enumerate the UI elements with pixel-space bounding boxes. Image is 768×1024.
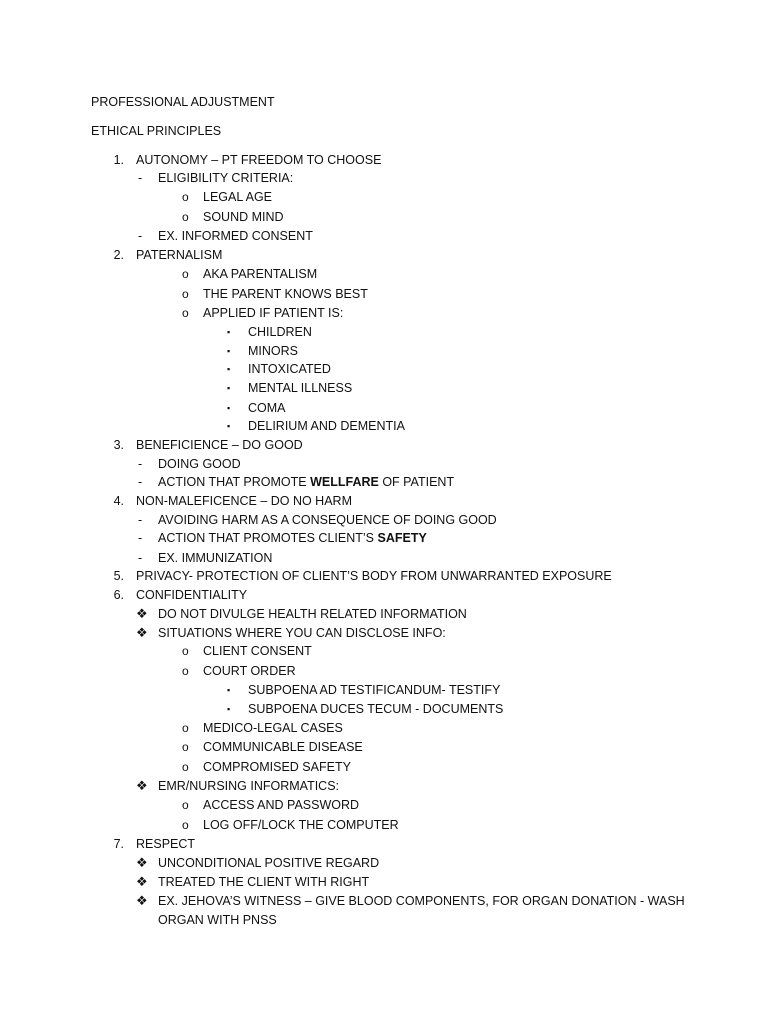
list-item-text: EX. INFORMED CONSENT <box>158 229 313 243</box>
square-bullet: ▪ <box>227 704 231 714</box>
list-item-text: AUTONOMY – PT FREEDOM TO CHOOSE <box>136 153 382 167</box>
list-item-continuation <box>0 910 768 930</box>
circle-bullet: o <box>182 287 189 301</box>
list-item-text: ACTION THAT PROMOTE WELLFARE OF PATIENT <box>158 475 455 489</box>
list-item-text: RESPECT <box>136 837 196 851</box>
list-item-text: ACTION THAT PROMOTES CLIENT’S SAFETY <box>158 531 427 545</box>
diamond-bullet-icon: ❖ <box>136 625 148 640</box>
doc-title: PROFESSIONAL ADJUSTMENT <box>91 95 275 109</box>
list-item-text: COURT ORDER <box>203 664 296 678</box>
list-item <box>0 472 768 492</box>
list-item <box>0 737 768 757</box>
list-item <box>0 641 768 661</box>
doc-section-heading: ETHICAL PRINCIPLES <box>91 124 222 138</box>
list-item-text: CONFIDENTIALITY <box>136 588 248 602</box>
bold-emphasis: SAFETY <box>377 531 427 545</box>
list-item <box>0 661 768 681</box>
dash-bullet: - <box>138 457 143 471</box>
list-item-text: EX. JEHOVA’S WITNESS – GIVE BLOOD COMPONENTS, FOR ORGAN DONATION - WASH <box>158 894 685 908</box>
list-item-text: COMMUNICABLE DISEASE <box>203 740 363 754</box>
list-item-text: ORGAN WITH PNSS <box>158 913 277 927</box>
list-item-text: AKA PARENTALISM <box>203 267 318 281</box>
list-item-text: DOING GOOD <box>158 457 241 471</box>
square-bullet: ▪ <box>227 327 231 337</box>
diamond-bullet-icon: ❖ <box>136 855 148 870</box>
list-item-text: PATERNALISM <box>136 248 223 262</box>
list-item <box>0 207 768 227</box>
list-item <box>0 795 768 815</box>
list-item-text: ACCESS AND PASSWORD <box>203 798 360 812</box>
circle-bullet: o <box>182 190 189 204</box>
list-item-text: UNCONDITIONAL POSITIVE REGARD <box>158 856 380 870</box>
list-number: 3. <box>113 438 124 452</box>
list-item <box>0 187 768 207</box>
diamond-bullet-icon: ❖ <box>136 778 148 793</box>
bold-emphasis: WELLFARE <box>310 475 379 489</box>
circle-bullet: o <box>182 306 189 320</box>
list-item <box>0 435 768 455</box>
list-item-text: COMA <box>248 401 286 415</box>
circle-bullet: o <box>182 210 189 224</box>
dash-bullet: - <box>138 513 143 527</box>
list-item-text: PRIVACY- PROTECTION OF CLIENT’S BODY FROM UNWARRANTED EXPOSURE <box>136 569 612 583</box>
list-number: 2. <box>113 248 124 262</box>
list-item-text: SUBPOENA AD TESTIFICANDUM- TESTIFY <box>248 683 501 697</box>
diamond-bullet-icon: ❖ <box>136 606 148 621</box>
list-item <box>0 303 768 323</box>
list-item <box>0 853 768 873</box>
list-item <box>0 815 768 835</box>
list-number: 4. <box>113 494 124 508</box>
list-item-text: NON-MALEFICENCE – DO NO HARM <box>136 494 352 508</box>
list-number: 5. <box>113 569 124 583</box>
square-bullet: ▪ <box>227 685 231 695</box>
list-item <box>0 226 768 246</box>
list-item-text: DELIRIUM AND DEMENTIA <box>248 419 405 433</box>
list-item-text: APPLIED IF PATIENT IS: <box>203 306 344 320</box>
square-bullet: ▪ <box>227 346 231 356</box>
circle-bullet: o <box>182 798 189 812</box>
square-bullet: ▪ <box>227 383 231 393</box>
diamond-bullet-icon: ❖ <box>136 893 148 908</box>
list-item <box>0 454 768 474</box>
list-item-text: COMPROMISED SAFETY <box>203 760 351 774</box>
list-item <box>0 548 768 568</box>
list-item <box>0 264 768 284</box>
circle-bullet: o <box>182 740 189 754</box>
list-item <box>0 680 768 700</box>
list-number: 7. <box>113 837 124 851</box>
list-item-text: LOG OFF/LOCK THE COMPUTER <box>203 818 399 832</box>
list-item <box>0 891 768 911</box>
square-bullet: ▪ <box>227 364 231 374</box>
list-number: 6. <box>113 588 124 602</box>
list-item-text: TREATED THE CLIENT WITH RIGHT <box>158 875 370 889</box>
circle-bullet: o <box>182 760 189 774</box>
list-number: 1. <box>113 153 124 167</box>
list-item <box>0 150 768 170</box>
list-item <box>0 604 768 624</box>
list-item-text: DO NOT DIVULGE HEALTH RELATED INFORMATION <box>158 607 467 621</box>
list-item-text: SITUATIONS WHERE YOU CAN DISCLOSE INFO: <box>158 626 446 640</box>
list-item <box>0 718 768 738</box>
list-item-text: CHILDREN <box>248 325 312 339</box>
list-item <box>0 528 768 548</box>
list-item <box>0 491 768 511</box>
list-item <box>0 566 768 586</box>
list-item-text: EX. IMMUNIZATION <box>158 551 273 565</box>
circle-bullet: o <box>182 664 189 678</box>
list-item-text: EMR/NURSING INFORMATICS: <box>158 779 340 793</box>
list-item <box>0 284 768 304</box>
list-item <box>0 322 768 342</box>
list-item-text: MEDICO-LEGAL CASES <box>203 721 343 735</box>
list-item <box>0 757 768 777</box>
list-item <box>0 585 768 605</box>
list-item <box>0 872 768 892</box>
square-bullet: ▪ <box>227 421 231 431</box>
list-item <box>0 245 768 265</box>
circle-bullet: o <box>182 721 189 735</box>
list-item-text: INTOXICATED <box>248 362 331 376</box>
circle-bullet: o <box>182 267 189 281</box>
list-item <box>0 398 768 418</box>
circle-bullet: o <box>182 644 189 658</box>
list-item-text: SUBPOENA DUCES TECUM - DOCUMENTS <box>248 702 504 716</box>
list-item <box>0 341 768 361</box>
square-bullet: ▪ <box>227 403 231 413</box>
list-item-text: THE PARENT KNOWS BEST <box>203 287 368 301</box>
list-item-text: AVOIDING HARM AS A CONSEQUENCE OF DOING GOOD <box>158 513 497 527</box>
list-item <box>0 834 768 854</box>
list-item <box>0 699 768 719</box>
list-item <box>0 359 768 379</box>
dash-bullet: - <box>138 475 143 489</box>
dash-bullet: - <box>138 171 143 185</box>
list-item <box>0 623 768 643</box>
list-item <box>0 378 768 398</box>
list-item-text: MENTAL ILLNESS <box>248 381 353 395</box>
list-item-text: ELIGIBILITY CRITERIA: <box>158 171 294 185</box>
dash-bullet: - <box>138 229 143 243</box>
list-item <box>0 510 768 530</box>
list-item-text: LEGAL AGE <box>203 190 273 204</box>
dash-bullet: - <box>138 531 143 545</box>
list-item <box>0 416 768 436</box>
list-item-text: MINORS <box>248 344 298 358</box>
list-item <box>0 168 768 188</box>
list-item-text: BENEFICIENCE – DO GOOD <box>136 438 303 452</box>
list-item-text: CLIENT CONSENT <box>203 644 312 658</box>
list-item <box>0 776 768 796</box>
list-item-text: SOUND MIND <box>203 210 284 224</box>
circle-bullet: o <box>182 818 189 832</box>
diamond-bullet-icon: ❖ <box>136 874 148 889</box>
dash-bullet: - <box>138 551 143 565</box>
